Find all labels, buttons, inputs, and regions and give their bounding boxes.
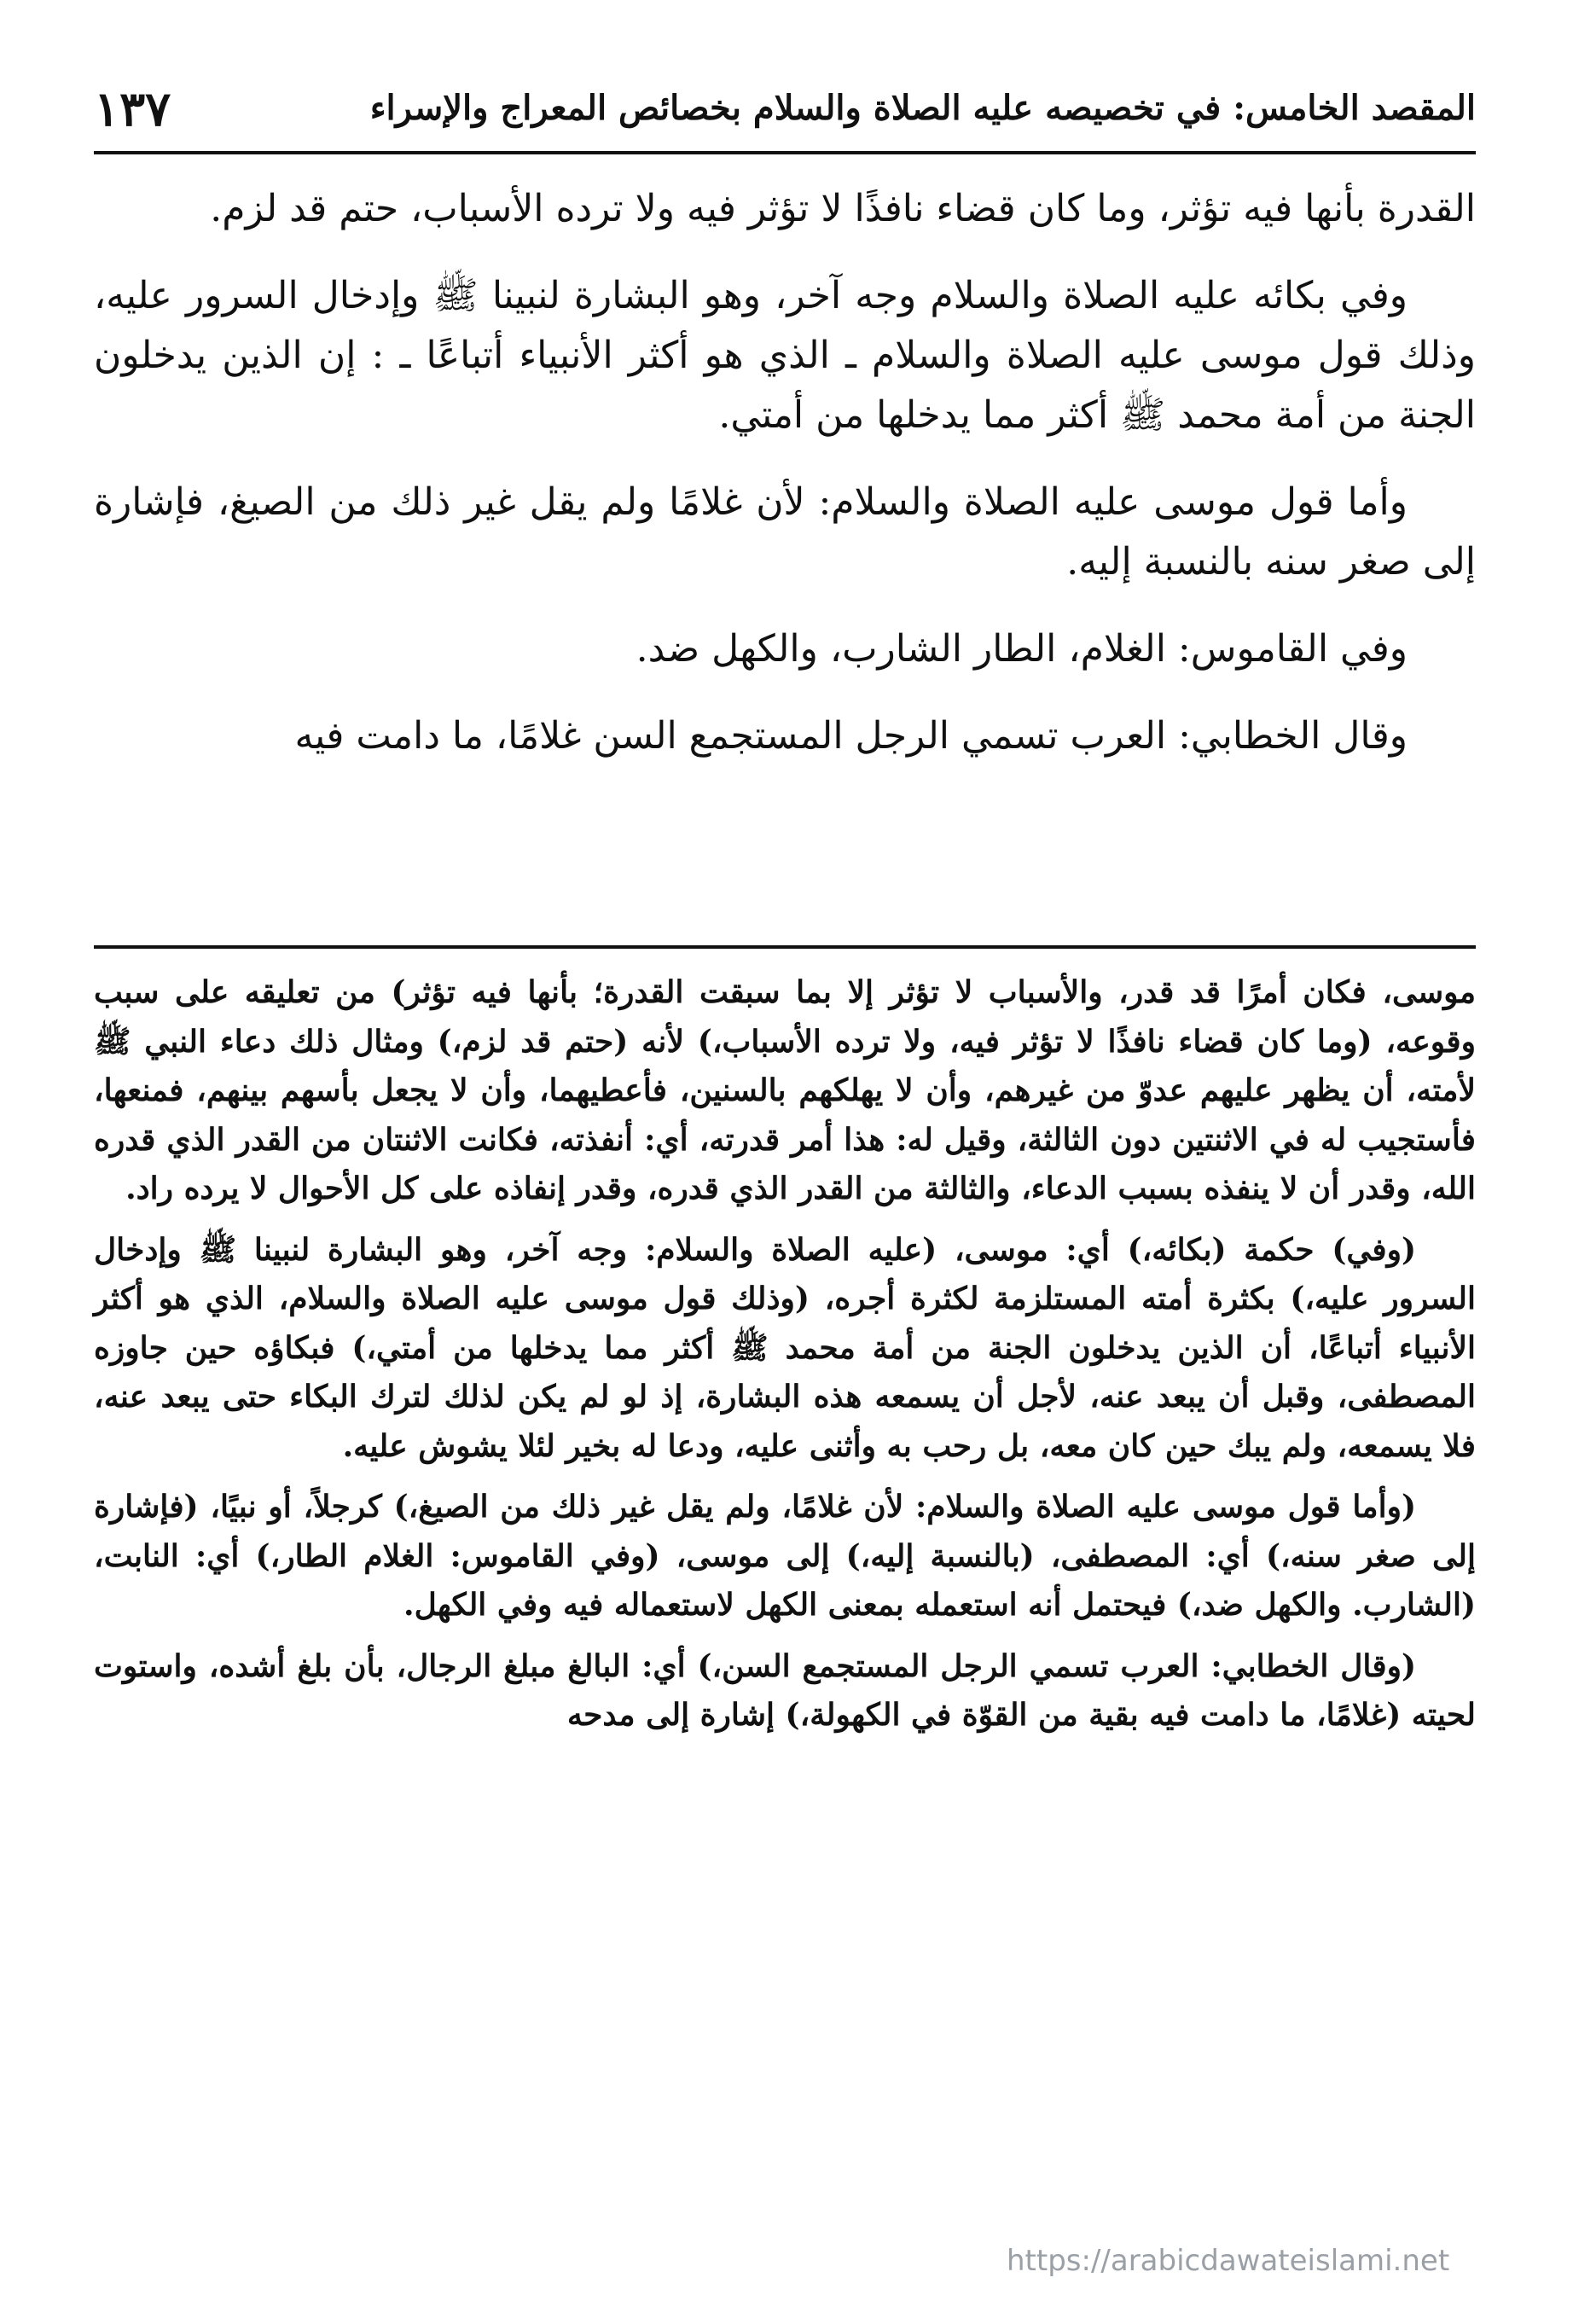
page-header: [94, 81, 1476, 154]
main-paragraph: القدرة بأنها فيه تؤثر، وما كان قضاء نافذًا لا تؤثر فيه ولا ترده الأسباب، حتم قد لزم.: [210, 187, 1476, 230]
main-paragraph: وفي القاموس: الغلام، الطار الشارب، والكهل ضد.: [636, 627, 1408, 671]
watermark-url: https://arabicdawateislami.net: [1007, 2244, 1450, 2278]
commentary-paragraph: (وفي) حكمة (بكائه،) أي: موسى، (عليه الصلاة والسلام: وجه آخر، وهو البشارة لنبينا ﷺ وإدخال السرور عليه،) بكثرة أمته المستلزمة لكثرة أجره، (وذلك قول موسى عليه الصلاة والسلام، الذي هو أكثر الأنبياء أتباعًا، أن الذين يدخلون الجنة من أمة محمد ﷺ أكثر مما يدخلها من أمتي،) فبكاؤه حين جاوزه المصطفى، وقبل أن يبعد عنه، لأجل أن يسمعه هذه البشارة، إذ لو لم يكن لذلك لترك البكاء حتى يبعد عنه، فلا يسمعه، ولم يبك حين كان معه، بل رحب به وأثنى عليه، ودعا له بخير لئلا يشوش عليه.: [94, 1231, 1476, 1464]
commentary-text: [94, 968, 1476, 1752]
main-paragraph: وقال الخطابي: العرب تسمي الرجل المستجمع السن غلامًا، ما دامت فيه: [294, 714, 1408, 758]
main-text: [94, 179, 1476, 793]
main-paragraph: وفي بكائه عليه الصلاة والسلام وجه آخر، وهو البشارة لنبينا ﷺ وإدخال السرور عليه، وذلك قول موسى عليه الصلاة والسلام ـ الذي هو أكثر الأنبياء أتباعًا ـ : إن الذين يدخلون الجنة من أمة محمد ﷺ أكثر مما يدخلها من أمتي.: [94, 274, 1476, 437]
commentary-paragraph: (وقال الخطابي: العرب تسمي الرجل المستجمع السن،) أي: البالغ مبلغ الرجال، بأن بلغ أشده، واستوت لحيته (غلامًا، ما دامت فيه بقية من القوّة في الكهولة،) إشارة إلى مدحه: [94, 1647, 1476, 1733]
main-paragraph: وأما قول موسى عليه الصلاة والسلام: لأن غلامًا ولم يقل غير ذلك من الصيغ، فإشارة إلى صغر سنه بالنسبة إليه.: [94, 480, 1476, 584]
commentary-paragraph: موسى، فكان أمرًا قد قدر، والأسباب لا تؤثر إلا بما سبقت القدرة؛ بأنها فيه تؤثر) من تعليقه على سبب وقوعه، (وما كان قضاء نافذًا لا تؤثر فيه، ولا ترده الأسباب،) لأنه (حتم قد لزم،) ومثال ذلك دعاء النبي ﷺ لأمته، أن يظهر عليهم عدوّ من غيرهم، وأن لا يهلكهم بالسنين، فأعطيهما، وأن لا يجعل بأسهم بينهم، فمنعها، فأستجيب له في الاثنتين دون الثالثة، وقيل له: هذا أمر قدرته، أي: أنفذته، فكانت الاثنتان من القدر الذي قدره الله، وقدر أن لا ينفذه بسبب الدعاء، والثالثة من القدر الذي قدره، وقدر إنفاذه على كل الأحوال لا يرده راد.: [94, 974, 1476, 1206]
running-title: المقصد الخامس: في تخصيصه عليه الصلاة والسلام بخصائص المعراج والإسراء: [369, 88, 1476, 128]
page-number: ١٣٧: [94, 81, 171, 137]
commentary-paragraph: (وأما قول موسى عليه الصلاة والسلام: لأن غلامًا، ولم يقل غير ذلك من الصيغ،) كرجلاً، أو نبيًا، (فإشارة إلى صغر سنه،) أي: المصطفى، (بالنسبة إليه،) إلى موسى، (وفي القاموس: الغلام الطار،) أي: النابت، (الشارب. والكهل ضد،) فيحتمل أنه استعمله بمعنى الكهل لاستعماله فيه وفي الكهل.: [94, 1489, 1476, 1623]
section-divider: [94, 945, 1476, 949]
